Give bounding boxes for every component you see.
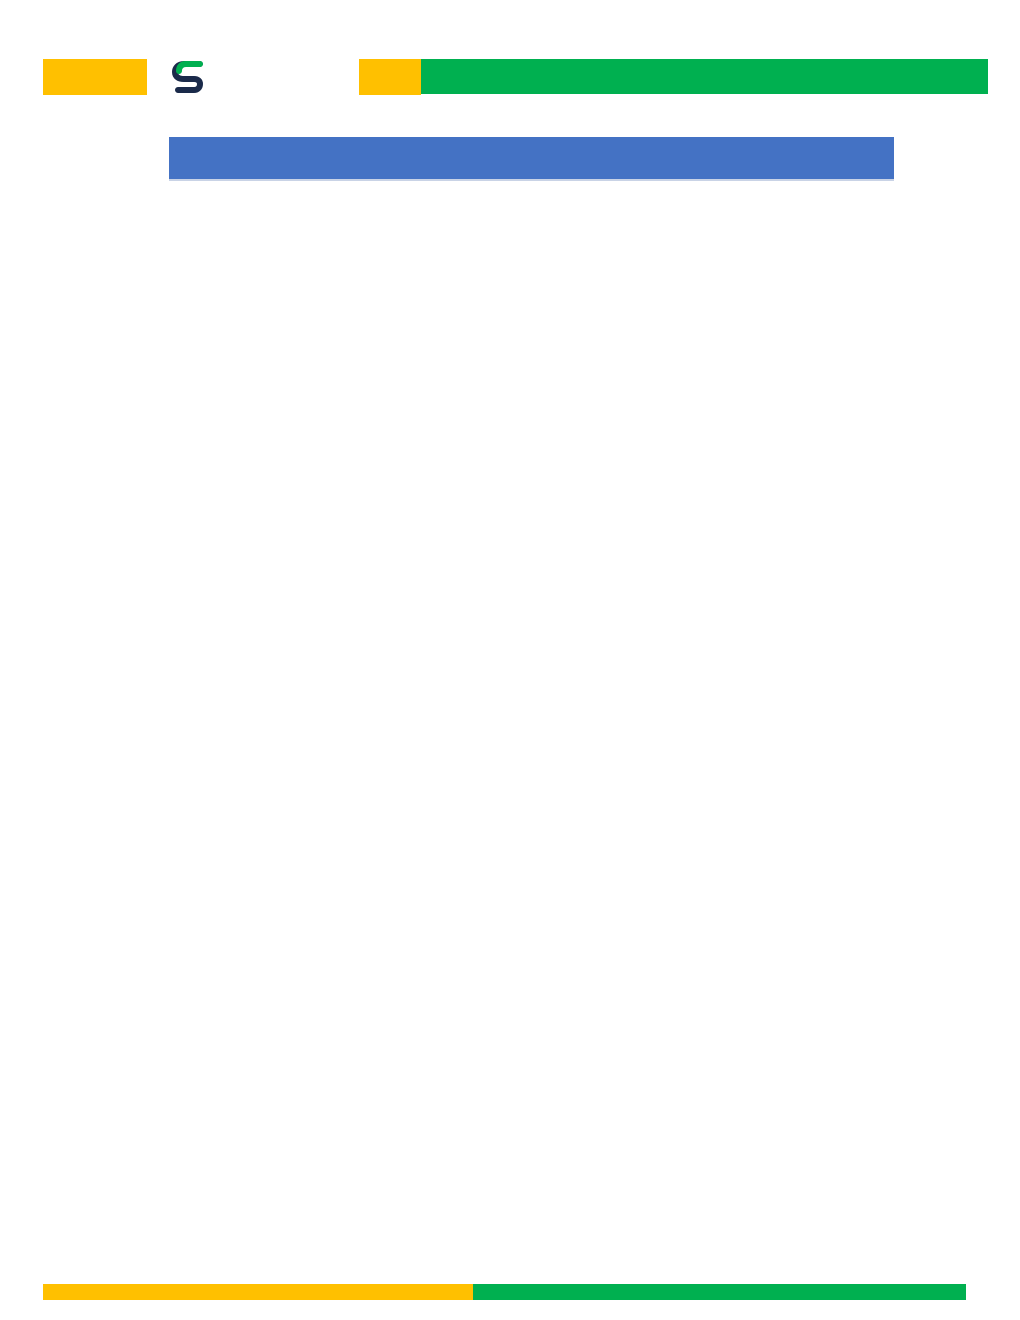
footer-green-bar [473, 1284, 966, 1300]
banner-title [169, 137, 894, 179]
footer-yellow-bar [43, 1284, 473, 1300]
header-yellow-bar-left [43, 59, 147, 95]
header-green-bar [421, 59, 988, 94]
header-yellow-bar-mid [359, 59, 421, 95]
sheet88-s-icon [170, 58, 210, 98]
sheet88-logo [170, 58, 355, 98]
